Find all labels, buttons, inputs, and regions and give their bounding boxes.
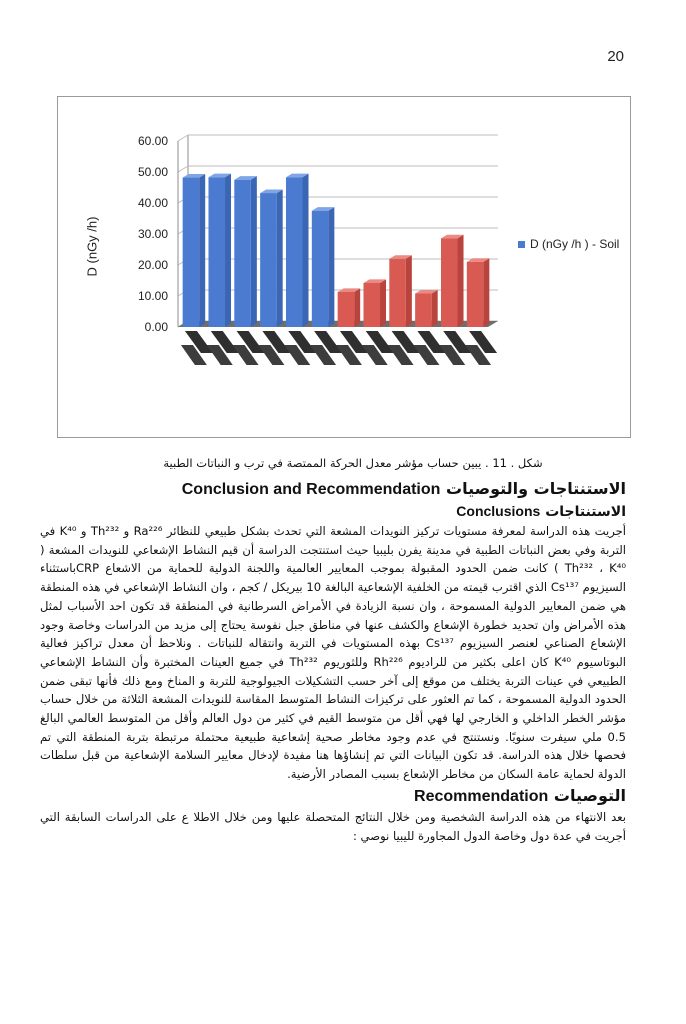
bar (441, 238, 458, 327)
y-tick-label: 20.00 (137, 258, 168, 272)
bar (415, 294, 432, 327)
bar-side (483, 258, 489, 327)
document-body (40, 456, 626, 845)
figure-caption: شكل . 11 . يبين حساب مؤشر معدل الحركة الممتصة في ترب و النباتات الطبية (163, 456, 543, 470)
bar (363, 283, 380, 327)
legend-label: D (nGy /h ) - Soil (530, 237, 620, 251)
recommendation-heading-ar: التوصيات (553, 785, 626, 805)
recommendation-paragraph: بعد الانتهاء من هذه الدراسة الشخصية ومن خلال النتائج المتحصلة عليها ومن خلال الاطلا ع على الدراسات السابقة التي أجريت في عدة دول وخاصة الدول المجاورة لليبيا نوصي : (40, 809, 626, 843)
gridline-depth (178, 135, 188, 141)
chart-legend (518, 237, 630, 252)
recommendation-heading (40, 784, 626, 808)
section-heading-ar: الاستنتاجات والتوصيات (446, 479, 626, 498)
conclusions-paragraph: أجريت هذه الدراسة لمعرفة مستويات تركيز النويدات المشعة التي تحدث بشكل طبيعي للنظائر Ra²²⁶ و Th²³² و K⁴⁰ في التربة وفي بعض النباتات الطبية في مدينة يفرن بليبيا حيث استنتجت الدراسة أن قيم النشاط الإشعاعي للنويدات المشعة ( Th²³² ، K⁴⁰ ) كانت ضمن الحدود المقبولة بموجب المعايير العالمية واللجنة الدولية للحماية من الاشعاع CRPباستثناء السيزيوم Cs¹³⁷ الذي اقترب قيمته من الخلفية الإشعاعية البالغة 10 بيريكل / كجم ، وان النشاط الإشعاعي في هذه المنطقة هي ضمن المعايير الدولية المسموحة ، وان نسبة الزيادة في الأمراض السرطانية في المنطقة قد تكون احد الأسباب لمثل هذه الأمراض وان تحديد خطورة الإشعاع والكشف عنها في مناطق جبل نفوسة يحتاج إلى مزيد من الدراسات وخاصة وجود الإشعاع الصناعي لعنصر السيزيوم Cs¹³⁷ بهذه المستويات في التربة وانتقاله للنباتات . ونلاحظ أن معدل تراكيز فعالية البوتاسيوم K⁴⁰ كان اعلى بكثير من للراديوم Rh²²⁶ وللثوريوم Th²³² في جميع العينات المختبرة وأن النشاط الإشعاعي الطبيعي في عينات التربة يختلف من موقع إلى آخر حسب التشكيلات الجيولوجية للتربة و المناخ ومع ذلك فأنها تبقى ضمن الحدود الدولية المسموحة ، كما تم العثور على تركيزات النشاط المتوسط المقاسة للنويدات المشعة الثلاثة من خلال حساب مؤشر الخطر الداخلي و الخارجي لها فهي أقل من متوسط القيم في كثير من دول العالم وأقل من المتوسط العالمي البالغ 0.5 ملي سيفرت سنويًا. ونستنتج في عدم وجود مخاطر صحية إشعاعية طبيعية محتملة مرتبطة بتربة المنطقة التي تم فحصها خلال هذه الدراسة. قد تكون البيانات التي تم إنشاؤها هنا مفيدة لإدخال معايير السلامة الإشعاعية من قبل سلطات الدولة لحماية عامة السكان من مخاطر الإشعاع بسبب المصادر الأرضية. (40, 524, 627, 782)
y-tick-label: 10.00 (137, 289, 168, 303)
subsection-heading-en: Conclusions (456, 503, 541, 519)
bar-side (251, 176, 257, 327)
subsection-heading (40, 501, 626, 522)
bar-side (277, 189, 283, 327)
bar-chart (57, 96, 631, 438)
bar (286, 177, 303, 327)
bar (260, 193, 277, 327)
bar (467, 262, 484, 327)
legend-swatch (518, 241, 525, 248)
bar-side (225, 174, 231, 327)
bar (338, 292, 355, 327)
y-tick-label: 30.00 (137, 227, 168, 241)
bar (312, 211, 329, 327)
recommendation-heading-en: Recommendation (414, 787, 549, 805)
y-tick-label: 0.00 (144, 320, 168, 334)
section-heading-en: Conclusion and Recommendation (181, 481, 441, 498)
bar-side (406, 255, 412, 327)
bar (234, 180, 251, 327)
chart-svg (58, 97, 632, 439)
bar-side (199, 174, 205, 327)
subsection-heading-ar: الاستنتاجات (545, 504, 626, 520)
bar (389, 259, 406, 327)
y-tick-label: 60.00 (137, 134, 168, 148)
gridline-depth (178, 166, 188, 172)
bar (183, 178, 200, 327)
section-heading (40, 478, 626, 501)
bar-side (303, 174, 309, 327)
bar-side (354, 288, 360, 327)
y-tick-label: 40.00 (137, 196, 168, 210)
page-number: 20 (607, 48, 624, 65)
bar-side (328, 207, 334, 327)
y-tick-label: 50.00 (137, 165, 168, 179)
bar-side (458, 235, 464, 327)
y-axis-label: D (nGy /h) (84, 216, 100, 277)
bar-side (432, 290, 438, 327)
bar-side (380, 279, 386, 327)
bar (208, 177, 225, 327)
